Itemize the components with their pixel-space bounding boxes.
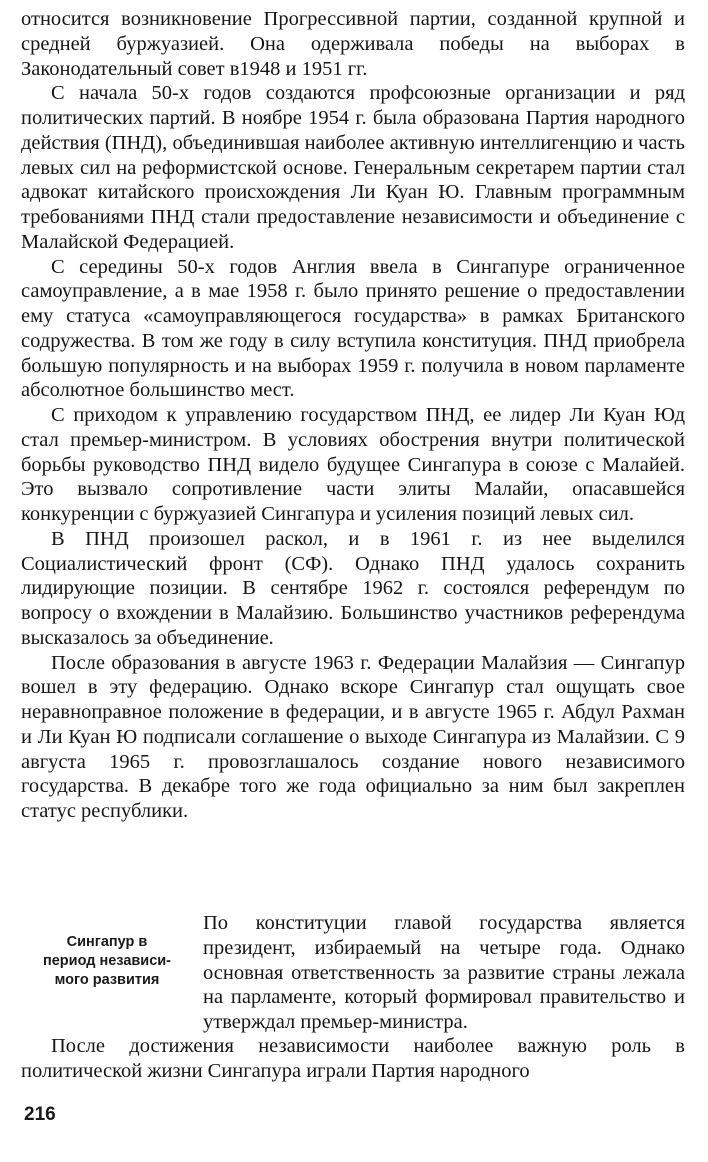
main-text-block — [21, 7, 685, 824]
paragraph-continuation: относится возникновение Прогрессивной партии, созданной крупной и средней буржуазией. Она одерживала победы на выборах в Законодательный совет в1948 и 1951 гг. — [21, 8, 685, 80]
paragraph-parties-1954: С начала 50-х годов создаются профсоюзные организации и ряд политических партий. В ноябре 1954 г. была образована Партия народного действия (ПНД), объединившая наиболее активную интеллигенцию и часть левых сил на реформистской основе. Генеральным секретарем партии стал адвокат китайского происхождения Ли Куан Ю. Главным программным требованиями ПНД стали предоставление независимости и объединение с Малайской Федерацией. — [21, 82, 685, 253]
paragraph-self-government-1958: С середины 50-х годов Англия ввела в Сингапуре ограниченное самоуправление, а в мае 1958 г. было принято решение о предоставлении ему статуса «самоуправляющегося государства» в рамках Британского содружества. В том же году в силу вступила конституция. ПНД приобрела большую популярность и на выборах 1959 г. получила в новом парламенте абсолютное большинство мест. — [21, 255, 685, 402]
margin-heading-line-3: мого развития — [54, 972, 160, 988]
margin-heading-line-2: период независи- — [42, 953, 172, 969]
margin-heading-line-1: Сингапур в — [66, 934, 148, 950]
paragraph-constitution: По конституции главой государства является президент, избираемый на четыре года. Однако основная ответственность за развитие страны лежала на парламенте, который формировал правительство и утверждал премьер-министра. — [203, 912, 685, 1033]
after-section-text — [21, 1034, 685, 1084]
paragraph-prime-minister: С приходом к управлению государством ПНД, ее лидер Ли Куан Юд стал премьер-министром. В условиях обострения внутри политической борьбы руководство ПНД видело будущее Сингапура в союзе с Малайей. Это вызвало сопротивление части элиты Малайи, опасавшейся конкуренции с буржуазией Сингапура и усиления позиций левых сил. — [21, 404, 685, 525]
paragraph-after-independence: После достижения независимости наиболее важную роль в политической жизни Сингапура играли Партия народного — [21, 1035, 685, 1082]
section-text — [203, 911, 685, 1035]
page-number: 216 — [24, 1104, 56, 1125]
paragraph-split-1961: В ПНД произошел раскол, и в 1961 г. из нее выделился Социалистический фронт (СФ). Однако ПНД удалось сохранить лидирующие позиции. В сентябре 1962 г. состоялся референдум по вопросу о вхождении в Малайзию. Большинство участников референдума высказалось за объединение. — [21, 527, 685, 649]
independence-section — [21, 911, 685, 1051]
paragraph-malaysia-federation: После образования в августе 1963 г. Федерации Малайзия — Сингапур вошел в эту федерацию. Однако вскоре Сингапур стал ощущать свое неравноправное положение в федерации, и в августе 1965 г. Абдул Рахман и Ли Куан Ю подписали соглашение о выходе Сингапура из Малайзии. С 9 августа 1965 г. провозглашалось создание нового независимого государства. В декабре того же года официально за ним был закреплен статус республики. — [21, 651, 685, 822]
margin-heading — [21, 933, 193, 990]
